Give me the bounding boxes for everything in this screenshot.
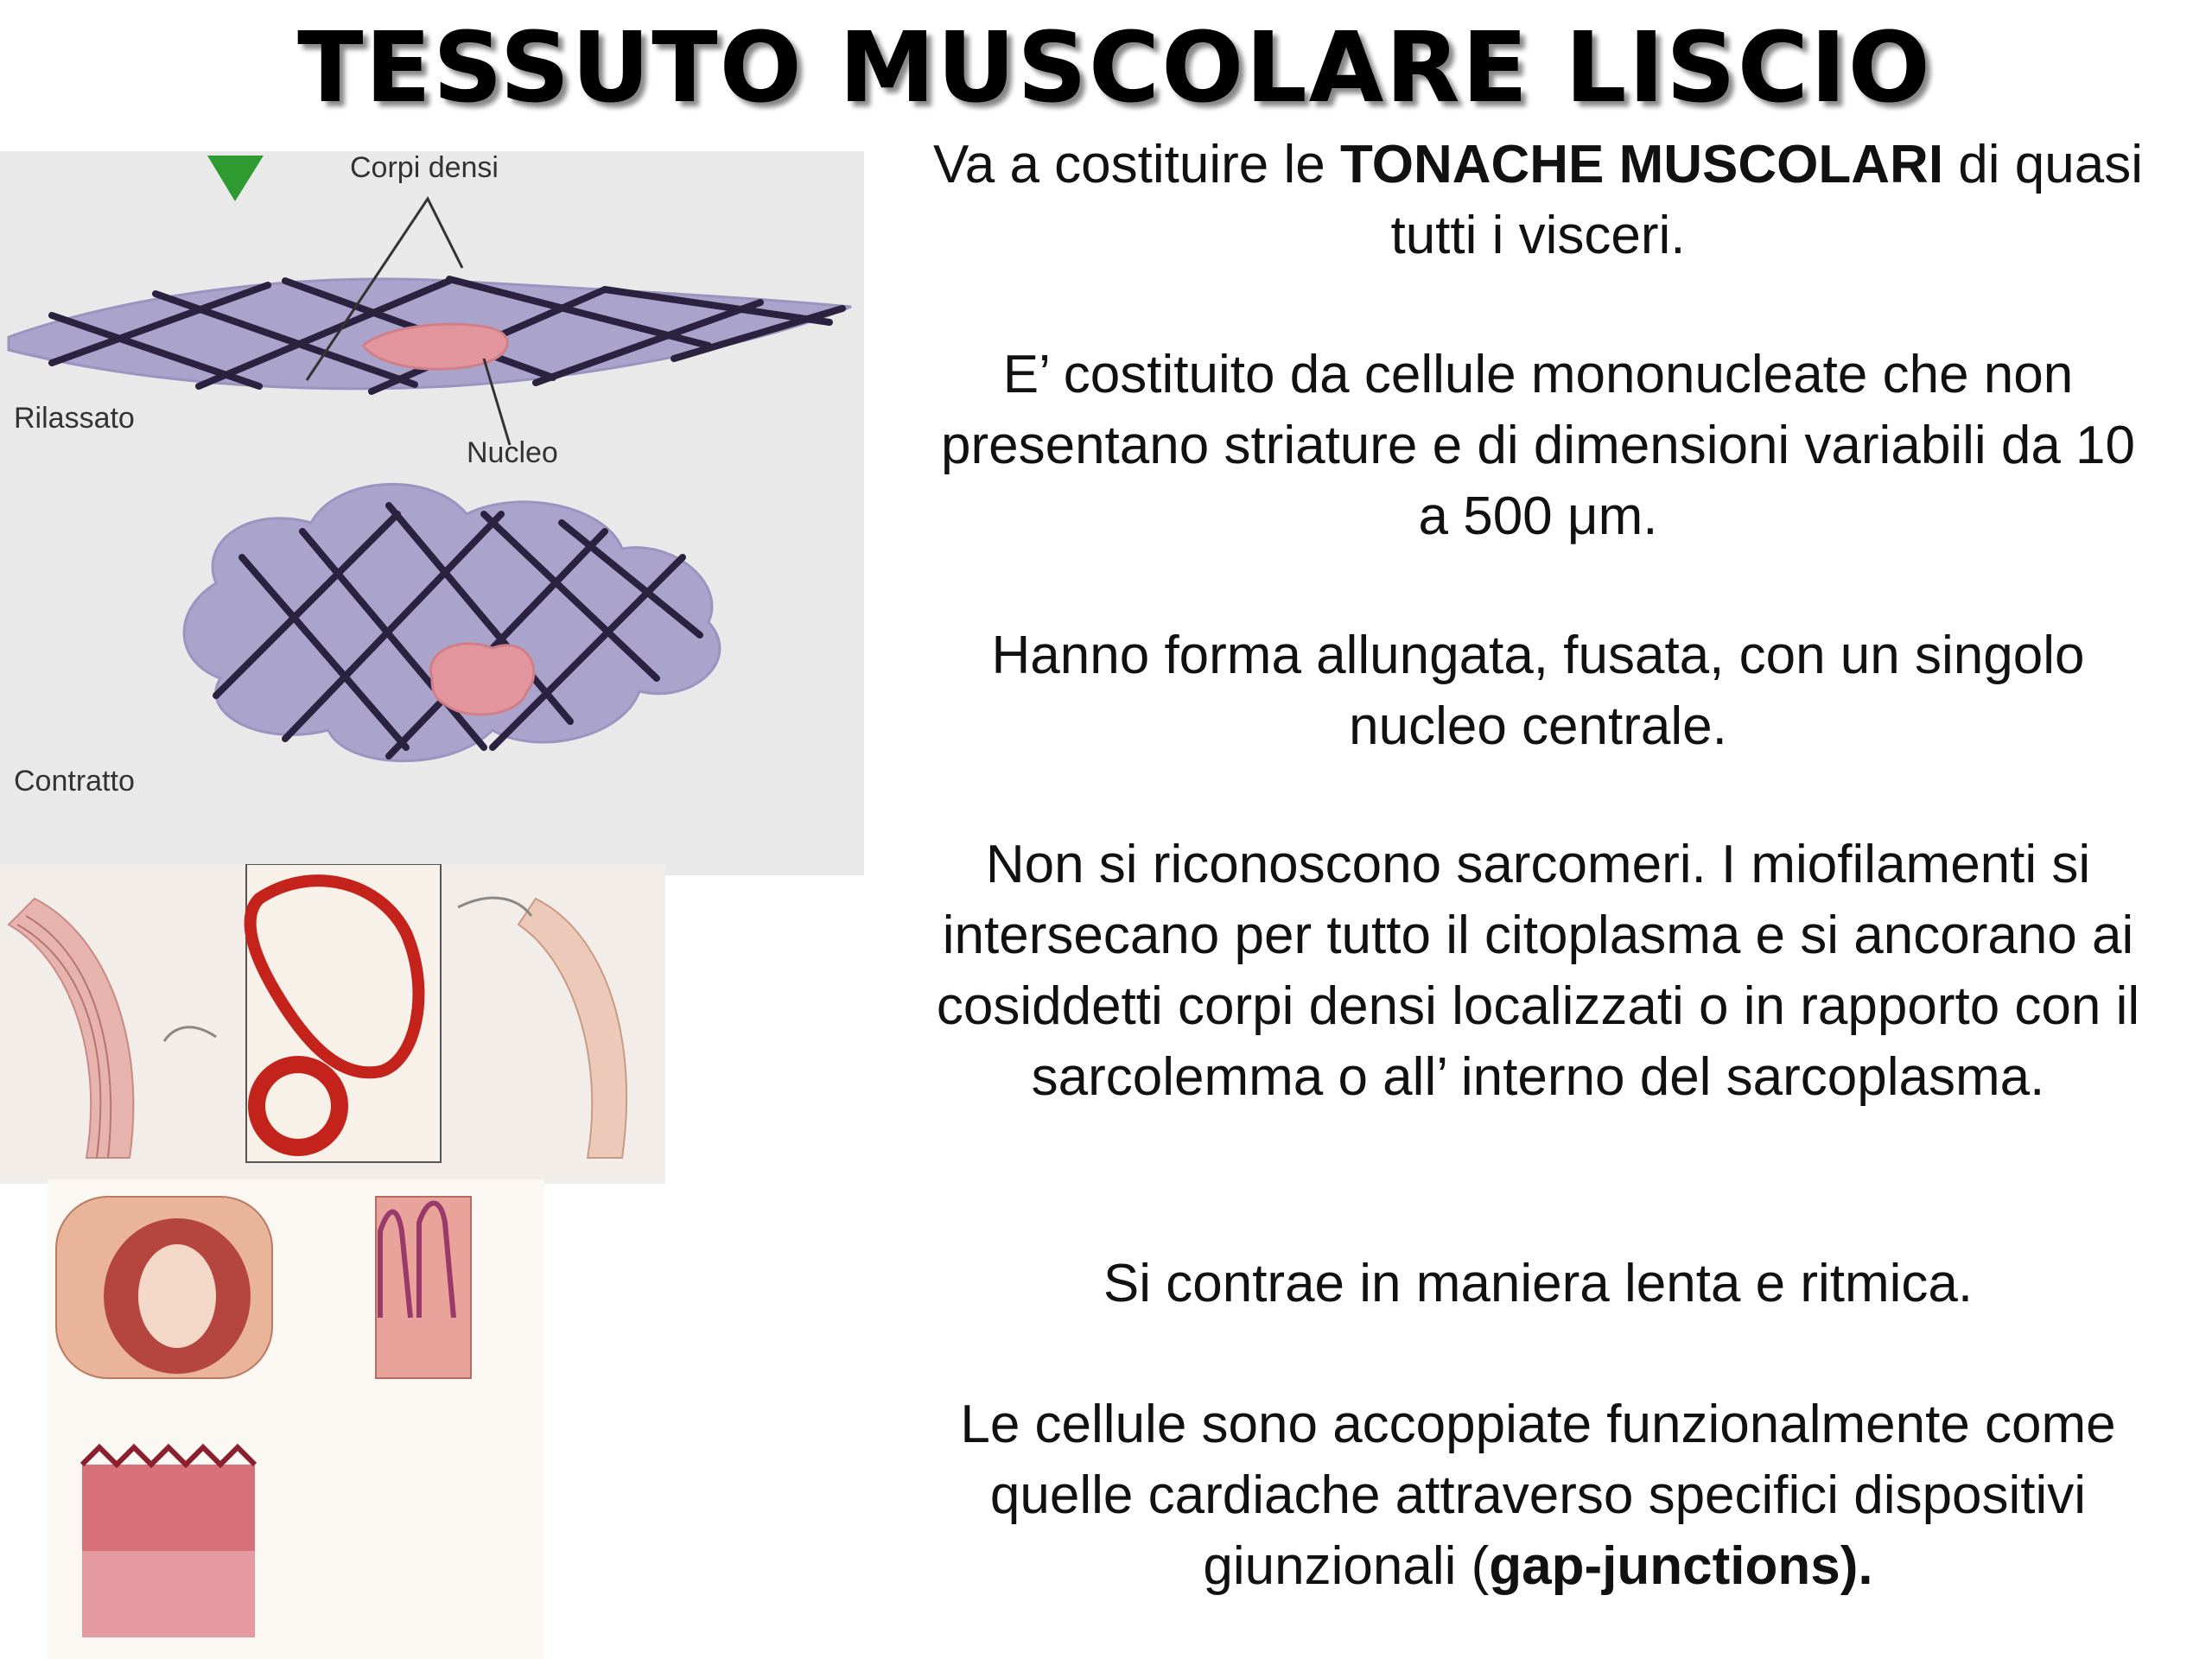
paragraph-6-bold: gap-junctions). xyxy=(1489,1536,1873,1596)
paragraph-1-text-a: Va a costituire le xyxy=(933,135,1340,194)
villi-block xyxy=(376,1197,471,1378)
paragraph-1 xyxy=(920,130,2156,271)
muscularis-layer xyxy=(82,1551,255,1637)
label-contracted: Contratto xyxy=(14,765,135,798)
intestine-wall-figure xyxy=(48,1179,544,1659)
label-dense-bodies: Corpi densi xyxy=(350,151,499,184)
artery-lumen xyxy=(265,1073,331,1139)
paragraph-1-bold: TONACHE MUSCOLARI xyxy=(1339,135,1944,194)
paragraph-6-text: Le cellule sono accoppiate funzionalmente come quelle cardiache attraverso specifici dispositivi giunzionali ( xyxy=(960,1395,2116,1596)
paragraph-1-text-b: di quasi tutti i visceri. xyxy=(1390,135,2143,265)
paragraph-4: Non si riconoscono sarcomeri. I miofilamenti si intersecano per tutto il citoplasma e si ancorano ai cosiddetti corpi densi localizzati o in rapporto con il sarcolemma o all’ interno del sarcoplasma. xyxy=(936,835,2140,1107)
label-relaxed: Rilassato xyxy=(14,402,135,435)
contracted-nucleus xyxy=(430,644,533,715)
paragraph-5: Si contrae in maniera lenta e ritmica. xyxy=(1103,1254,1974,1313)
paragraph-6 xyxy=(920,1389,2156,1602)
smooth-muscle-cell-diagram xyxy=(0,151,864,875)
label-nucleus: Nucleo xyxy=(467,436,558,469)
intestine-folds xyxy=(138,1244,216,1348)
paragraph-3: Hanno forma allungata, fusata, con un singolo nucleo centrale. xyxy=(991,626,2085,756)
slide-title: TESSUTO MUSCOLARE LISCIO xyxy=(297,12,1932,124)
paragraph-2: E’ costituito da cellule mononucleate che non presentano striature e di dimensioni variabili da 10 a 500 μm. xyxy=(940,345,2135,546)
vessel-wall-histology-figure xyxy=(0,864,665,1184)
